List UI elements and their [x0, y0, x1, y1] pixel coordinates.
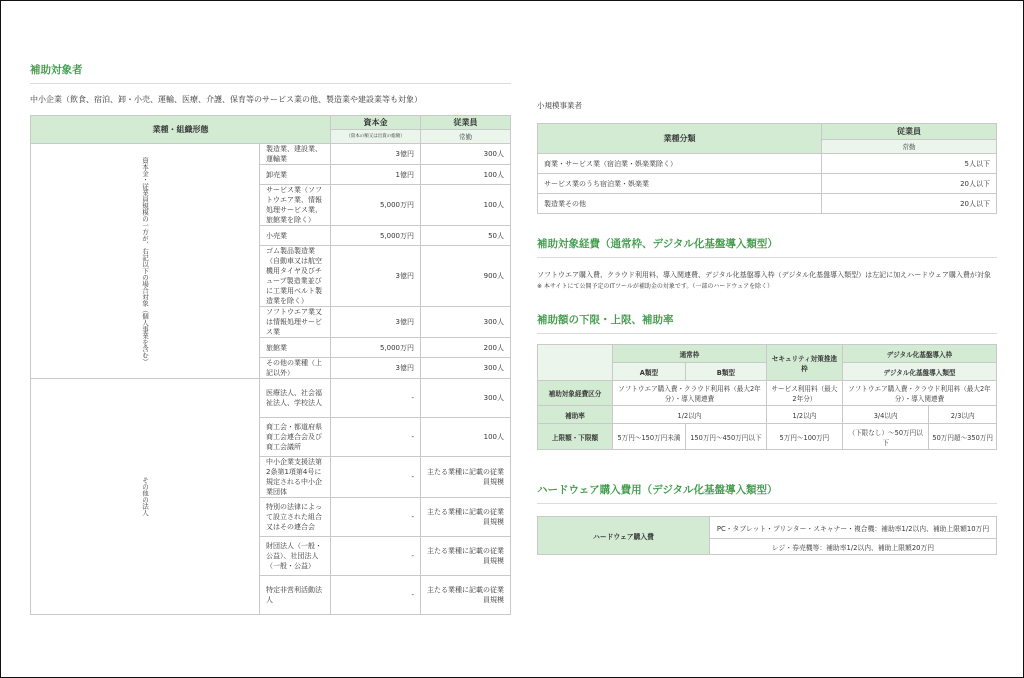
table-row-name: その他の業種（上記以外） [260, 358, 331, 379]
table-row-employees: 100人 [421, 165, 511, 185]
table-row-employees: 主たる業種に記載の従業員規模 [421, 537, 511, 576]
expense-title: 補助対象経費（通常枠、デジタル化基盤導入類型） [537, 236, 997, 258]
table-row-name: 卸売業 [260, 165, 331, 185]
header-type: 業種・組織形態 [31, 116, 331, 144]
rate-header-a: A類型 [613, 363, 686, 381]
table-row-employees: 100人 [421, 418, 511, 457]
header-capital: 資本金 [331, 116, 421, 130]
rate-cell: 150万円～450万円以下 [685, 424, 766, 450]
table-row-capital: - [331, 379, 421, 418]
table-row-name: 旅館業 [260, 338, 331, 358]
table-row-capital: 5,000万円 [331, 226, 421, 246]
eligible-title: 補助対象者 [30, 62, 511, 84]
hardware-table [537, 516, 997, 555]
rate-cell: 1/2以内 [766, 406, 842, 424]
table-row-employees: 300人 [421, 379, 511, 418]
table-row-name: 小売業 [260, 226, 331, 246]
table-row-employees: 20人以下 [822, 194, 997, 214]
table-row-employees: 5人以下 [822, 154, 997, 174]
rate-cell: サービス利用料（最大2年分） [766, 381, 842, 406]
rate-title: 補助額の下限・上限、補助率 [537, 312, 997, 334]
header-capital-note: （資本の額又は出資の総額） [331, 130, 421, 144]
rate-row-label: 補助率 [538, 406, 613, 424]
table-row-employees: 900人 [421, 246, 511, 307]
table-row-name: 製造業その他 [538, 194, 822, 214]
rate-table [537, 344, 997, 450]
table-row-employees: 主たる業種に記載の従業員規模 [421, 576, 511, 615]
table-row-capital: - [331, 537, 421, 576]
rate-header-security: セキュリティ対策推進枠 [766, 345, 842, 381]
table-row-name: 製造業、建設業、運輸業 [260, 144, 331, 165]
table-row-employees: 主たる業種に記載の従業員規模 [421, 498, 511, 537]
table-row-employees: 300人 [421, 358, 511, 379]
rate-row-label: 補助対象経費区分 [538, 381, 613, 406]
table-row-employees: 300人 [421, 307, 511, 338]
rate-cell: ソフトウエア購入費・クラウド利用料（最大2年分）・導入関連費 [613, 381, 767, 406]
table-row-capital: 5,000万円 [331, 338, 421, 358]
table-row-capital: 3億円 [331, 358, 421, 379]
table-row-capital: - [331, 418, 421, 457]
hardware-row: PC・タブレット・プリンター・スキャナー・複合機：補助率1/2以内、補助上限額10万円 [710, 517, 997, 539]
rate-cell: 5万円～100万円 [766, 424, 842, 450]
table-row-employees: 300人 [421, 144, 511, 165]
small-business-caption: 小規模事業者 [537, 101, 582, 110]
eligible-table [30, 115, 511, 615]
table-row-name: 特別の法律によって設立された組合又はその連合会 [260, 498, 331, 537]
table-row-name: 財団法人（一般・公益）、社団法人（一般・公益） [260, 537, 331, 576]
eligible-lead: 中小企業（飲食、宿泊、卸・小売、運輸、医療、介護、保育等のサービス業の他、製造業や建設業等も対象） [30, 95, 422, 104]
table-row-name: ゴム製品製造業（自動車又は航空機用タイヤ及びチューブ製造業並びに工業用ベルト製造業を除く） [260, 246, 331, 307]
table-row-name: 商業・サービス業（宿泊業・娯楽業除く） [538, 154, 822, 174]
table-row-name: サービス業のうち宿泊業・娯楽業 [538, 174, 822, 194]
eligible-section [30, 62, 511, 615]
expense-note: ※ 本サイトにて公開予定のITツールが補助金の対象です。（一部のハードウェアを除く） [537, 283, 774, 290]
hardware-row: レジ・券売機等：補助率1/2以内、補助上限額20万円 [710, 539, 997, 555]
rate-cell: （下限なし）～50万円以下 [842, 424, 928, 450]
rate-header-digital-sub: デジタル化基盤導入類型 [842, 363, 996, 381]
table-row-capital: 3億円 [331, 307, 421, 338]
small-business-table [537, 123, 997, 214]
small-header-employees: 従業員 [822, 124, 997, 140]
hardware-title: ハードウェア購入費用（デジタル化基盤導入類型） [537, 482, 997, 504]
rate-cell: 5万円～150万円未満 [613, 424, 686, 450]
header-employees: 従業員 [421, 116, 511, 130]
rate-cell: ソフトウエア購入費・クラウド利用料（最大2年分）・導入関連費 [842, 381, 996, 406]
table-row-name: 特定非営利活動法人 [260, 576, 331, 615]
table-row-employees: 100人 [421, 185, 511, 226]
table-row-employees: 主たる業種に記載の従業員規模 [421, 457, 511, 498]
header-employees-note: 常勤 [421, 130, 511, 144]
group2-label: その他の法人 [31, 379, 260, 615]
hardware-label: ハードウェア購入費 [538, 517, 710, 555]
rate-header-b: B類型 [685, 363, 766, 381]
table-row-capital: - [331, 576, 421, 615]
table-row-name: 医療法人、社会福祉法人、学校法人 [260, 379, 331, 418]
table-row-name: 商工会・都道府県商工会連合会及び商工会議所 [260, 418, 331, 457]
table-row-name: ソフトウエア業又は情報処理サービス業 [260, 307, 331, 338]
rate-header-digital: デジタル化基盤導入枠 [842, 345, 996, 363]
rate-cell: 2/3以内 [929, 406, 997, 424]
rate-row-label: 上限額・下限額 [538, 424, 613, 450]
table-row-employees: 50人 [421, 226, 511, 246]
table-row-name: サービス業（ソフトウエア業、情報処理サービス業、旅館業を除く） [260, 185, 331, 226]
table-row-name: 中小企業支援法第2条第1項第4号に規定される中小企業団体 [260, 457, 331, 498]
right-column [537, 100, 997, 555]
table-row-capital: 1億円 [331, 165, 421, 185]
table-row-capital: 5,000万円 [331, 185, 421, 226]
table-row-employees: 200人 [421, 338, 511, 358]
table-row-capital: 3億円 [331, 246, 421, 307]
table-row-capital: - [331, 457, 421, 498]
small-header-employees-note: 常勤 [822, 140, 997, 154]
table-row-capital: 3億円 [331, 144, 421, 165]
expense-text: ソフトウエア購入費、クラウド利用料、導入関連費、デジタル化基盤導入枠（デジタル化基盤導入類型）は左記に加えハードウェア購入費が対象 [537, 271, 991, 279]
table-row-employees: 20人以下 [822, 174, 997, 194]
rate-cell: 3/4以内 [842, 406, 928, 424]
rate-cell: 1/2以内 [613, 406, 767, 424]
rate-header-normal: 通常枠 [613, 345, 767, 363]
rate-cell: 50万円超～350万円 [929, 424, 997, 450]
table-row-capital: - [331, 498, 421, 537]
group1-label: 資本金・従業員規模の一方が、右記以下の場合対象（個人事業を含む） [31, 144, 260, 379]
small-header-type: 業種分類 [538, 124, 822, 154]
